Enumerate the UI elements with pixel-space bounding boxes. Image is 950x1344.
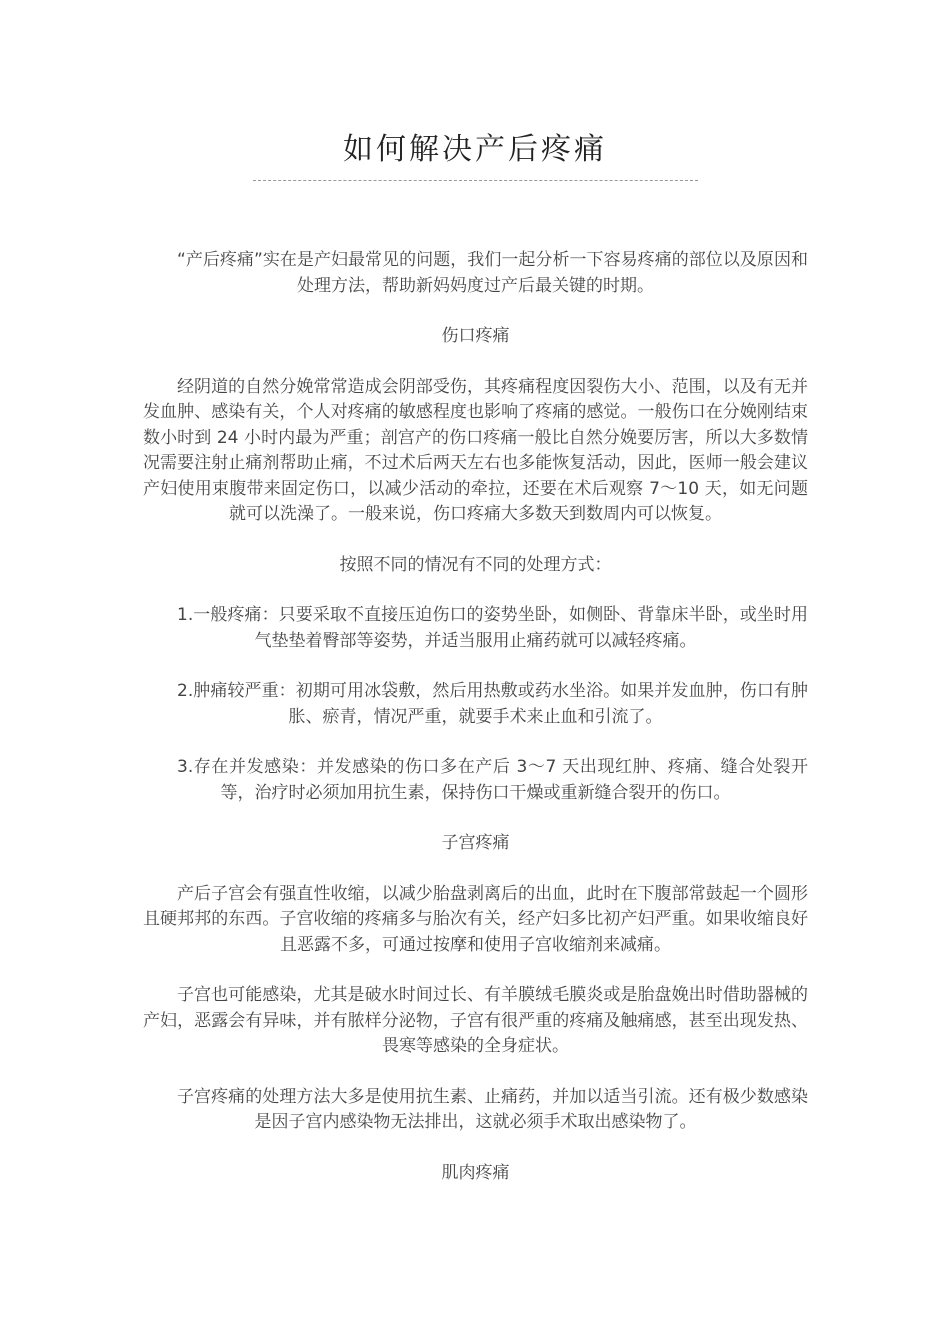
wound-list-item-3: 3.存在并发感染：并发感染的伤口多在产后 3～7 天出现红肿、疼痛、缝合处裂开等，治疗时必须加用抗生素，保持伤口干燥或重新缝合裂开的伤口。	[177, 757, 808, 803]
uterus-paragraph-1: 产后子宫会有强直性收缩，以减少胎盘剥离后的出血，此时在下腹部常鼓起一个圆形且硬邦邦的东西。子宫收缩的疼痛多与胎次有关，经产妇多比初产妇严重。如果收缩良好且恶露不多，可通过按摩和使用子宫收缩剂来减痛。	[143, 883, 808, 955]
wound-paragraph-1: 经阴道的自然分娩常常造成会阴部受伤，其疼痛程度因裂伤大小、范围，以及有无并发血肿、感染有关，个人对疼痛的敏感程度也影响了疼痛的感觉。一般伤口在分娩刚结束数小时到 24 小时内最为严重；剖宫产的伤口疼痛一般比自然分娩要厉害，所以大多数情况需要注射止痛剂帮助止痛，不过术后两天左右也多能恢复活动，因此，医师一般会建议产妇使用束腹带来固定伤口，以减少活动的牵拉，还要在术后观察 7～10 天，如无问题就可以洗澡了。一般来说，伤口疼痛大多数天到数周内可以恢复。	[143, 376, 808, 524]
section-heading-uterus: 子宫疼痛	[441, 833, 510, 853]
wound-list-item-2: 2.肿痛较严重：初期可用冰袋敷，然后用热敷或药水坐浴。如果并发血肿，伤口有肿胀、瘀青，情况严重，就要手术来止血和引流了。	[177, 681, 808, 727]
uterus-paragraph-2: 子宫也可能感染，尤其是破水时间过长、有羊膜绒毛膜炎或是胎盘娩出时借助器械的产妇，恶露会有异味，并有脓样分泌物，子宫有很严重的疼痛及触痛感，甚至出现发热、畏寒等感染的全身症状。	[143, 985, 808, 1056]
document-body	[143, 248, 808, 1211]
section-heading-muscle: 肌肉疼痛	[441, 1162, 510, 1183]
title-divider	[253, 180, 698, 181]
intro-paragraph: “产后疼痛”实在是产妇最常见的问题，我们一起分析一下容易疼痛的部位以及原因和处理方法，帮助新妈妈度过产后最关键的时期。	[177, 250, 808, 296]
uterus-paragraph-3: 子宫疼痛的处理方法大多是使用抗生素、止痛药，并加以适当引流。还有极少数感染是因子宫内感染物无法排出，这就必须手术取出感染物了。	[177, 1086, 808, 1132]
document-title: 如何解决产后疼痛	[343, 132, 607, 167]
wound-list-item-1: 1.一般疼痛：只要采取不直接压迫伤口的姿势坐卧，如侧卧、背靠床半卧，或坐时用气垫垫着臀部等姿势，并适当服用止痛药就可以减轻疼痛。	[177, 605, 808, 651]
wound-paragraph-2: 按照不同的情况有不同的处理方式：	[339, 554, 612, 575]
section-heading-wound: 伤口疼痛	[441, 326, 510, 346]
